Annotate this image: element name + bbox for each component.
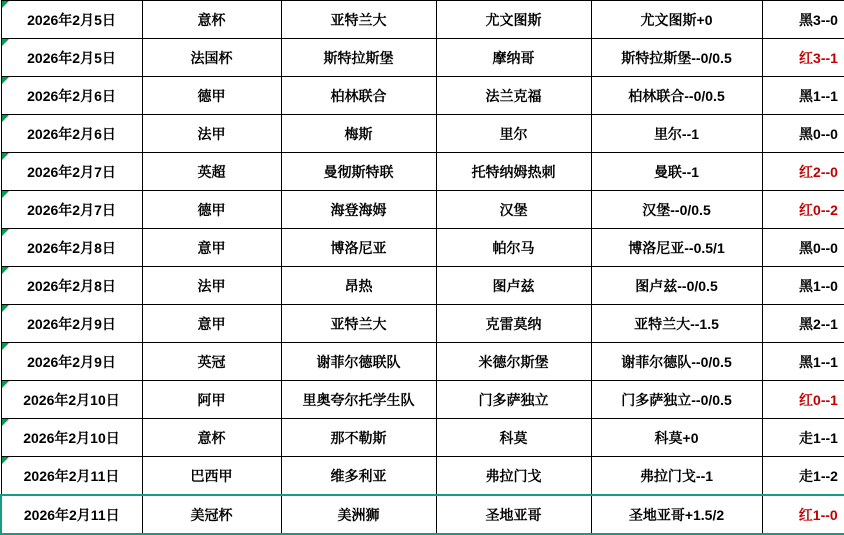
- cell-date[interactable]: [1, 229, 142, 267]
- cell-date[interactable]: [1, 153, 142, 191]
- cell-result[interactable]: 红0--2: [762, 191, 844, 229]
- cell-home-team[interactable]: 维多利亚: [281, 457, 436, 496]
- table-row[interactable]: [1, 343, 844, 381]
- cell-result[interactable]: 黑1--1: [762, 343, 844, 381]
- date-text: 2026年2月9日: [27, 315, 116, 332]
- cell-away-team[interactable]: 摩纳哥: [436, 39, 591, 77]
- cell-league[interactable]: 意杯: [142, 1, 281, 39]
- cell-handicap[interactable]: 图卢兹--0/0.5: [591, 267, 762, 305]
- cell-handicap[interactable]: 尤文图斯+0: [591, 1, 762, 39]
- corner-marker-icon: [2, 229, 9, 236]
- cell-handicap[interactable]: 门多萨独立--0/0.5: [591, 381, 762, 419]
- table-row[interactable]: [1, 229, 844, 267]
- table-row[interactable]: [1, 267, 844, 305]
- cell-league[interactable]: 美冠杯: [142, 495, 281, 534]
- table-row[interactable]: [1, 153, 844, 191]
- table-row[interactable]: [1, 191, 844, 229]
- cell-league[interactable]: 法甲: [142, 267, 281, 305]
- table-row[interactable]: [1, 115, 844, 153]
- cell-result[interactable]: 黑3--0: [762, 1, 844, 39]
- date-text: 2026年2月6日: [27, 125, 116, 142]
- corner-marker-icon: [2, 191, 9, 198]
- cell-league[interactable]: 法国杯: [142, 39, 281, 77]
- cell-date[interactable]: [1, 191, 142, 229]
- cell-home-team[interactable]: 美洲狮: [281, 495, 436, 534]
- cell-result[interactable]: 黑0--0: [762, 115, 844, 153]
- date-text: 2026年2月5日: [27, 49, 116, 66]
- date-text: 2026年2月11日: [23, 467, 120, 484]
- cell-league[interactable]: 意甲: [142, 305, 281, 343]
- cell-league[interactable]: 德甲: [142, 77, 281, 115]
- cell-home-team[interactable]: 谢菲尔德联队: [281, 343, 436, 381]
- cell-home-team[interactable]: 亚特兰大: [281, 1, 436, 39]
- cell-league[interactable]: 英超: [142, 153, 281, 191]
- cell-league[interactable]: 英冠: [142, 343, 281, 381]
- cell-home-team[interactable]: 里奥夸尔托学生队: [281, 381, 436, 419]
- corner-marker-icon: [2, 1, 9, 8]
- cell-result[interactable]: 红2--0: [762, 153, 844, 191]
- cell-handicap[interactable]: 斯特拉斯堡--0/0.5: [591, 39, 762, 77]
- cell-away-team[interactable]: 托特纳姆热刺: [436, 153, 591, 191]
- cell-handicap[interactable]: 汉堡--0/0.5: [591, 191, 762, 229]
- cell-home-team[interactable]: 那不勒斯: [281, 419, 436, 457]
- cell-league[interactable]: 法甲: [142, 115, 281, 153]
- cell-date[interactable]: [1, 115, 142, 153]
- date-text: 2026年2月7日: [27, 201, 116, 218]
- cell-result[interactable]: 走1--2: [762, 457, 844, 496]
- date-text: 2026年2月5日: [27, 11, 116, 28]
- cell-handicap[interactable]: 亚特兰大--1.5: [591, 305, 762, 343]
- date-text: 2026年2月10日: [23, 391, 120, 408]
- cell-league[interactable]: 意杯: [142, 419, 281, 457]
- cell-away-team[interactable]: 米德尔斯堡: [436, 343, 591, 381]
- cell-date[interactable]: [1, 267, 142, 305]
- table-row[interactable]: [1, 381, 844, 419]
- cell-away-team[interactable]: 汉堡: [436, 191, 591, 229]
- cell-result[interactable]: 黑0--0: [762, 229, 844, 267]
- table-body: [1, 1, 844, 535]
- cell-away-team[interactable]: 科莫: [436, 419, 591, 457]
- corner-marker-icon: [2, 77, 9, 84]
- corner-marker-icon: [2, 39, 9, 46]
- cell-home-team[interactable]: 柏林联合: [281, 77, 436, 115]
- cell-date[interactable]: [1, 457, 142, 496]
- cell-date[interactable]: [1, 381, 142, 419]
- cell-home-team[interactable]: 博洛尼亚: [281, 229, 436, 267]
- table-row[interactable]: [1, 305, 844, 343]
- corner-marker-icon: [2, 305, 9, 312]
- cell-away-team[interactable]: 图卢兹: [436, 267, 591, 305]
- date-text: 2026年2月8日: [27, 277, 116, 294]
- cell-handicap[interactable]: 曼联--1: [591, 153, 762, 191]
- cell-date[interactable]: [1, 343, 142, 381]
- cell-date[interactable]: [1, 495, 142, 534]
- cell-league[interactable]: 阿甲: [142, 381, 281, 419]
- date-text: 2026年2月10日: [23, 429, 120, 446]
- cell-date[interactable]: [1, 305, 142, 343]
- cell-handicap[interactable]: 圣地亚哥+1.5/2: [591, 495, 762, 534]
- table-row[interactable]: [1, 77, 844, 115]
- date-text: 2026年2月9日: [27, 353, 116, 370]
- cell-away-team[interactable]: 帕尔马: [436, 229, 591, 267]
- corner-marker-icon: [2, 343, 9, 350]
- cell-date[interactable]: [1, 39, 142, 77]
- table-row[interactable]: [1, 1, 844, 39]
- cell-away-team[interactable]: 法兰克福: [436, 77, 591, 115]
- date-text: 2026年2月7日: [27, 163, 116, 180]
- cell-handicap[interactable]: 柏林联合--0/0.5: [591, 77, 762, 115]
- corner-marker-icon: [2, 381, 9, 388]
- cell-away-team[interactable]: 圣地亚哥: [436, 495, 591, 534]
- corner-marker-icon: [2, 267, 9, 274]
- cell-home-team[interactable]: 斯特拉斯堡: [281, 39, 436, 77]
- cell-result[interactable]: 红0--1: [762, 381, 844, 419]
- cell-away-team[interactable]: 弗拉门戈: [436, 457, 591, 496]
- table-row[interactable]: [1, 495, 844, 534]
- cell-away-team[interactable]: 里尔: [436, 115, 591, 153]
- cell-away-team[interactable]: 门多萨独立: [436, 381, 591, 419]
- cell-result[interactable]: 黑1--0: [762, 267, 844, 305]
- cell-date[interactable]: [1, 77, 142, 115]
- cell-away-team[interactable]: 克雷莫纳: [436, 305, 591, 343]
- cell-handicap[interactable]: 科莫+0: [591, 419, 762, 457]
- cell-handicap[interactable]: 谢菲尔德队--0/0.5: [591, 343, 762, 381]
- cell-result[interactable]: 黑2--1: [762, 305, 844, 343]
- cell-league[interactable]: 德甲: [142, 191, 281, 229]
- date-text: 2026年2月11日: [23, 506, 120, 523]
- cell-home-team[interactable]: 梅斯: [281, 115, 436, 153]
- table-row[interactable]: [1, 457, 844, 496]
- table-row[interactable]: [1, 39, 844, 77]
- date-text: 2026年2月8日: [27, 239, 116, 256]
- corner-marker-icon: [2, 115, 9, 122]
- cell-home-team[interactable]: 昂热: [281, 267, 436, 305]
- cell-result[interactable]: 走1--1: [762, 419, 844, 457]
- cell-home-team[interactable]: 海登海姆: [281, 191, 436, 229]
- cell-handicap[interactable]: 里尔--1: [591, 115, 762, 153]
- cell-league[interactable]: 巴西甲: [142, 457, 281, 496]
- table-row[interactable]: [1, 419, 844, 457]
- corner-marker-icon: [2, 153, 9, 160]
- cell-handicap[interactable]: 弗拉门戈--1: [591, 457, 762, 496]
- cell-away-team[interactable]: 尤文图斯: [436, 1, 591, 39]
- date-text: 2026年2月6日: [27, 87, 116, 104]
- cell-result[interactable]: 红3--1: [762, 39, 844, 77]
- corner-marker-icon: [2, 457, 9, 464]
- cell-league[interactable]: 意甲: [142, 229, 281, 267]
- cell-date[interactable]: [1, 419, 142, 457]
- cell-result[interactable]: 黑1--1: [762, 77, 844, 115]
- cell-home-team[interactable]: 曼彻斯特联: [281, 153, 436, 191]
- cell-handicap[interactable]: 博洛尼亚--0.5/1: [591, 229, 762, 267]
- cell-result[interactable]: 红1--0: [762, 495, 844, 534]
- cell-home-team[interactable]: 亚特兰大: [281, 305, 436, 343]
- corner-marker-icon: [2, 419, 9, 426]
- cell-date[interactable]: [1, 1, 142, 39]
